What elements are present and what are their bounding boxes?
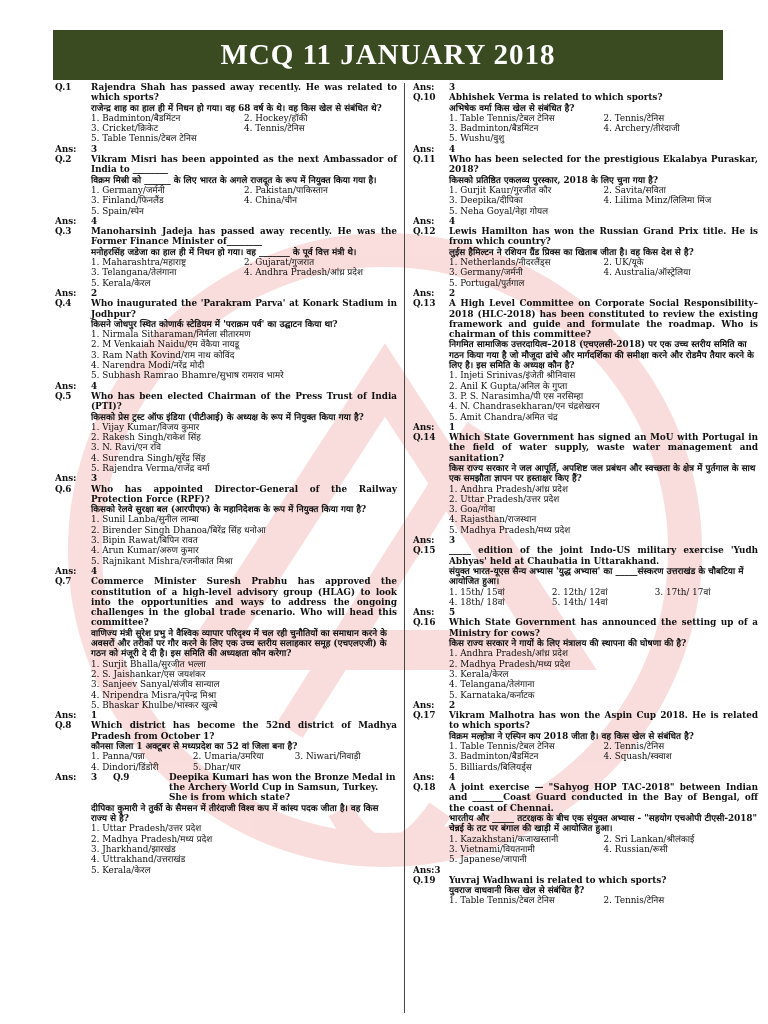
question-body (91, 577, 397, 711)
question-body (449, 93, 758, 144)
answer-value: 2 (449, 700, 456, 711)
option-item: 1. Badminton/बैडमिंटन (91, 113, 181, 124)
answer-label: Ans: (413, 608, 435, 619)
question-text-hindi: किस राज्य सरकार ने गायों के लिए मंत्रालय की स्थापना की घोषणा की है? (449, 639, 687, 650)
question-item (413, 618, 758, 700)
option-item: 2. Uttar Pradesh/उत्तर प्रदेश (449, 494, 560, 505)
option-item: 2. Umaria/उमरिया (192, 752, 264, 763)
option-item: 5. Kerala/केरल (91, 865, 151, 876)
answer-value: 1 (449, 422, 456, 433)
question-text-english: Rajendra Shah has passed away recently. He was related to which sports? (91, 83, 397, 104)
option-item: 3. Kerala/केरल (449, 669, 509, 680)
option-item: 4. 18th/ 18वां (449, 597, 505, 608)
options-list (91, 824, 397, 875)
option-item: 2. Tennis/टेनिस (603, 742, 665, 752)
question-text-hindi: किसको प्रेस ट्रस्ट ऑफ इंडिया (पीटीआई) के अध्यक्ष के रूप में नियुक्त किया गया है? (91, 412, 364, 423)
option-item: 4. Nripendra Misra/नृपेन्द्र मिश्रा (91, 690, 217, 701)
answer-line (55, 217, 397, 227)
option-item: 5. Billiards/बिलियर्ड्स (449, 762, 532, 773)
option-item: 4. Lilima Minz/लिलिमा मिंज (603, 196, 712, 207)
question-number: Q.6 (55, 484, 72, 495)
question-body (91, 299, 397, 381)
question-item (413, 433, 758, 536)
answer-value: 4 (449, 144, 456, 155)
option-item: 2. Gujarat/गुजरात (244, 258, 315, 269)
question-number: Q.14 (413, 433, 436, 444)
options-list (449, 588, 758, 609)
option-item: 4. Archery/तीरंदाजी (603, 124, 680, 135)
right-column (413, 83, 758, 907)
question-number: Q.11 (413, 155, 436, 166)
question-text-hindi: युवराज वाधवानी किस खेल से संबंधित है? (449, 886, 585, 897)
question-text-hindi: अभिषेक वर्मा किस खेल से संबंधित है? (449, 103, 575, 114)
question-body (449, 155, 758, 217)
option-item: 1. Andhra Pradesh/आंध्र प्रदेश (449, 484, 568, 495)
question-text-hindi: किसको रेलवे सुरक्षा बल (आरपीएफ) के महानिदेशक के रूप में नियुक्त किया गया है? (91, 505, 367, 516)
question-body (91, 721, 397, 772)
question-body (91, 485, 397, 567)
question-text-english: A High Level Committee on Corporate Social Responsibility–2018 (HLC-2018) has been constituted to review the existing framework and guide and formulate the roadmap. Who is chairman of this committee? (449, 299, 758, 341)
options-list (449, 835, 758, 866)
question-text-hindi: भारतीय और _____ तटरक्षक के बीच एक संयुक्त अभ्यास - "सहयोग एचओपी टीएसी-2018" चेन्नई के तट पर बंगाल की खाड़ी में आयोजित हुआ। (449, 814, 758, 835)
question-text-english: Commerce Minister Suresh Prabhu has approved the constitution of a high-level advisory group (HLAG) to look into the opportunities and ways to address the ongoing challenges in the global trade scenario. Who will head this committee? (91, 577, 397, 629)
answer-label: Ans: (413, 700, 435, 711)
question-text-english: Who inaugurated the 'Parakram Parva' at Konark Stadium in Jodhpur? (91, 299, 397, 320)
answer-line (413, 608, 758, 618)
options-list (449, 371, 758, 422)
question-text-english: A joint exercise — "Sahyog HOP TAC-2018" between Indian and _______Coast Guard conducted in the Bay of Bengal, off the coast of Chennai. (449, 783, 758, 814)
answer-label: Ans: (55, 474, 77, 485)
question-item (413, 711, 758, 773)
option-item: 5. Karnataka/कर्नाटक (449, 690, 535, 701)
option-item: 5. Spain/स्पेन (91, 206, 144, 217)
question-item (55, 804, 397, 876)
question-text-english: Abhishek Verma is related to which sports? (449, 93, 663, 104)
answer-value: 1 (91, 711, 98, 722)
question-item (55, 577, 397, 711)
answer-line (55, 567, 397, 577)
option-item: 2. Rakesh Singh/राकेश सिंह (91, 433, 201, 444)
option-item: 5. 14th/ 14वां (551, 597, 608, 608)
option-item: 5. Neha Goyal/नेहा गोयल (449, 206, 549, 217)
answer-value: 2 (91, 288, 98, 299)
answer-value: 3 (91, 772, 98, 783)
question-text-english: Vikram Misri has been appointed as the next Ambassador of India to ________ (91, 155, 397, 176)
question-indent (55, 804, 91, 876)
option-item: 1. Table Tennis/टेबल टेनिस (449, 742, 555, 752)
option-item: 3. Niwari/निवाड़ी (294, 752, 361, 763)
answer-line (55, 474, 397, 484)
question-text-english: Who has been selected for the prestigious Ekalabya Puraskar, 2018? (449, 155, 758, 176)
option-item: 5. Japanese/जापानी (449, 855, 527, 866)
question-item (55, 83, 397, 145)
options-list (449, 485, 758, 536)
question-body (449, 876, 758, 907)
option-item: 4. Uttrakhand/उत्तराखंड (91, 855, 186, 866)
question-text-hindi: निगमित सामाजिक उत्तरदायित्व–2018 (एचएलसी-2018) पर एक उच्च स्तरीय समिति का गठन किया गया है जो मौजूदा ढांचे और मार्गदर्शिका की समीक्षा करने और रोडमैप तैयार करने के लिए है। इस समिति के अध्यक्ष कौन है? (449, 340, 754, 372)
question-body (449, 618, 758, 700)
question-item (55, 392, 397, 474)
option-item: 2. Savita/सविता (603, 185, 666, 196)
option-item: 4. Andhra Pradesh/आंध्र प्रदेश (244, 268, 363, 279)
question-body (91, 83, 397, 145)
option-item: 5. Portugal/पुर्तगाल (449, 278, 525, 289)
question-text-hindi: लुईस हैमिल्टन ने रशियन ग्रैंड प्रिक्स का खिताब जीता है। वह किस देश से है? (449, 247, 694, 258)
question-item (55, 227, 397, 289)
option-item: 5. Bhaskar Khulbe/भास्कर खुल्बे (91, 700, 218, 711)
option-item: 3. Jharkhand/झारखंड (91, 844, 176, 855)
answer-line (413, 145, 758, 155)
answer-value: 3 (91, 474, 98, 485)
question-item (413, 876, 758, 907)
answer-label: Ans: (55, 216, 77, 227)
question-number: Q.7 (55, 577, 72, 588)
answer-value: 4 (91, 566, 98, 577)
option-item: 3. P. S. Narasimha/पी एस नरसिम्हा (449, 391, 584, 402)
answer-line (413, 701, 758, 711)
option-item: 5. Kerala/केरल (91, 278, 151, 289)
answer-line (55, 773, 397, 804)
option-item: 3. Badminton/बैडमिंटन (449, 752, 539, 763)
option-item: 2. Madhya Pradesh/मध्य प्रदेश (91, 834, 213, 845)
option-item: 4. Arun Kumar/अरुण कुमार (91, 546, 199, 557)
options-list (91, 330, 397, 381)
answer-value: 4 (91, 216, 98, 227)
option-item: 2. 12th/ 12वां (551, 587, 608, 598)
question-body (449, 783, 758, 865)
answer-label: Ans: (55, 711, 77, 722)
answer-line (413, 423, 758, 433)
options-list (449, 649, 758, 700)
question-text-english: Yuvraj Wadhwani is related to which sports? (449, 875, 667, 886)
option-item: 2. Hockey/हॉकी (244, 113, 308, 124)
option-item: 5. Subhash Ramrao Bhamre/सुभाष रामराव भामरे (91, 371, 284, 382)
option-item: 5. Table Tennis/टेबल टेनिस (91, 134, 197, 145)
question-text-hindi: विक्रम मिस्री को ______ के लिए भारत के अगले राजदूत के रूप में नियुक्त किया गया है। (91, 175, 377, 186)
question-item (413, 546, 758, 608)
answer-line (413, 536, 758, 546)
answer-line (413, 773, 758, 783)
option-item: 4. China/चीन (244, 196, 298, 207)
question-text-english: Which district has become the 52nd district of Madhya Pradesh from October 1? (91, 721, 397, 742)
option-item: 3. Sanjeev Sanyal/संजीव सान्याल (91, 680, 220, 691)
option-item: 4. Russian/रूसी (603, 844, 668, 855)
option-item: 2. Tennis/टेनिस (603, 113, 665, 124)
option-item: 3. Telangana/तेलंगाना (91, 268, 177, 279)
answer-value: 4 (449, 772, 456, 783)
question-number: Q.8 (55, 721, 72, 732)
option-item: 1. Andhra Pradesh/आंध्र प्रदेश (449, 649, 568, 660)
answer-value: 3 (449, 83, 456, 93)
left-column (55, 83, 397, 876)
question-text-english: Lewis Hamilton has won the Russian Grand Prix title. He is from which country? (449, 227, 758, 248)
answer-label: Ans: (413, 144, 435, 155)
question-item (413, 93, 758, 144)
question-text-hindi: दीपिका कुमारी ने तुर्की के सैमसन में तीरंदाजी विश्व कप में कांस्य पदक जीता है। वह किस राज्य से है? (91, 803, 379, 825)
option-item: 5. Rajendra Verma/राजेंद्र वर्मा (91, 463, 210, 474)
question-text-hindi: वाणिज्य मंत्री सुरेश प्रभु ने वैश्विक व्यापार परिदृश्य में चल रही चुनौतियों का समाधान करने के अवसरों और तरीकों पर गौर करने के लिए एक उच्च स्तरीय सलाहकार समूह (एचएलएजी) के गठन को मंजूरी दे दी है। इस समिति की अध्यक्षता कौन करेगा? (91, 628, 387, 660)
answer-line (413, 289, 758, 299)
option-item: 1. Uttar Pradesh/उत्तर प्रदेश (91, 824, 202, 835)
option-item: 1. Injeti Srinivas/इंजेती श्रीनिवास (449, 371, 576, 382)
option-item: 4. Dindori/डिंडोरी (91, 762, 159, 773)
question-body (449, 546, 758, 608)
question-text-hindi: किसको प्रतिष्ठित एकलव्य पुरस्कार, 2018 के लिए चुना गया है? (449, 175, 659, 186)
options-list (91, 752, 397, 773)
option-item: 3. Ram Nath Kovind/राम नाथ कोविंद (91, 350, 235, 361)
option-item: 1. Table Tennis/टेबल टेनिस (449, 113, 555, 124)
option-item: 4. Tennis/टेनिस (244, 124, 305, 135)
page-title: MCQ 11 JANUARY 2018 (53, 30, 723, 80)
answer-value: 2 (449, 288, 456, 299)
answer-label: Ans: (413, 536, 435, 547)
question-text-hindi: कौनसा जिला 1 अक्टूबर से मध्यप्रदेश का 52 वां जिला बना है? (91, 742, 298, 752)
question-number: Q.9 (113, 772, 130, 783)
option-item: 5. Dhar/धार (192, 762, 241, 773)
option-item: 3. 17th/ 17वां (654, 587, 711, 598)
option-item: 2. Birender Singh Dhanoa/बिरेंद्र सिंह धनोआ (91, 525, 266, 536)
question-number: Q.15 (413, 546, 436, 557)
answer-line (413, 83, 758, 93)
answer-label: Ans: (413, 772, 435, 783)
question-text-english: Deepika Kumari has won the Bronze Medal in the Archery World Cup in Samsun, Turkey. She is from which state? (169, 772, 396, 804)
answer-line (55, 711, 397, 721)
option-item: 5. Wushu/वुशु (449, 134, 505, 145)
option-item: 1. Sunil Lanba/सुनील लाम्बा (91, 515, 199, 526)
answer-line (55, 382, 397, 392)
question-text-english: Who has appointed Director-General of the Railway Protection Force (RPF)? (91, 484, 397, 505)
question-number: Q.17 (413, 711, 436, 722)
option-item: 2. Sri Lankan/श्रीलंकाई (603, 834, 695, 845)
answer-label: Ans: (55, 381, 77, 392)
option-item: 3. Deepika/दीपिका (449, 196, 523, 207)
answer-line (413, 866, 758, 876)
option-item: 2. Tennis/टेनिस (603, 896, 665, 907)
answer-label: Ans: (55, 288, 77, 299)
question-number: Q.16 (413, 618, 436, 629)
question-text-english: Which State Government has announced the setting up of a Ministry for cows? (449, 618, 758, 639)
options-list (91, 515, 397, 566)
option-item: 1. 15th/ 15वां (449, 587, 505, 598)
question-number: Q.19 (413, 875, 436, 886)
answer-label: Ans: (55, 772, 77, 783)
question-item (55, 721, 397, 772)
question-body (449, 299, 758, 423)
option-item: 2. Pakistan/पाकिस्तान (244, 185, 328, 196)
answer-value: 3 (91, 144, 98, 155)
option-item: 4. Narendra Modi/नरेंद्र मोदी (91, 361, 205, 372)
option-item: 3. Cricket/क्रिकेट (91, 124, 159, 135)
question-number: Q.13 (413, 299, 436, 310)
option-item: 2. M Venkaiah Naidu/एम वेंकैया नायडू (91, 340, 240, 351)
option-item: 1. Surjit Bhalla/सुरजीत भल्ला (91, 659, 206, 670)
option-item: 4. Telangana/तेलंगाना (449, 680, 535, 691)
option-item: 1. Netherlands/नीदरलैंड्स (449, 258, 551, 269)
options-list (91, 423, 397, 474)
answer-line (413, 217, 758, 227)
question-number: Q.10 (413, 93, 436, 104)
option-item: 5. Madhya Pradesh/मध्य प्रदेश (449, 525, 571, 536)
question-number: Q.1 (55, 83, 72, 93)
options-list (449, 114, 758, 145)
option-item: 1. Vijay Kumar/विजय कुमार (91, 422, 200, 433)
question-text-hindi: संयुक्त भारत-यूएस सैन्य अभ्यास 'युद्ध अभ्यास' का _____संस्करण उत्तराखंड के चौबटिया में आयोजित हुआ। (449, 566, 744, 588)
option-item: 5. Amit Chandra/अमित चंद्र (449, 412, 558, 423)
question-body (91, 804, 397, 876)
option-item: 2. S. Jaishankar/एस जयशंकर (91, 669, 206, 680)
question-body (449, 433, 758, 536)
option-item: 2. UK/यूके (603, 258, 644, 269)
option-item: 3. Vietnami/वियतनामी (449, 844, 535, 855)
question-number: Q.4 (55, 299, 72, 310)
question-text-english: _____ edition of the joint Indo-US military exercise 'Yudh Abhyas' held at Chaubatia in Uttarakhand. (449, 546, 758, 567)
option-item: 2. Madhya Pradesh/मध्य प्रदेश (449, 659, 571, 670)
question-item (413, 299, 758, 423)
question-text-hindi: किसने जोधपुर स्थित कोणार्क स्टेडियम में 'पराक्रम पर्व' का उद्घाटन किया था? (91, 319, 338, 330)
options-list (91, 114, 397, 145)
question-item (413, 783, 758, 865)
option-item: 1. Germany/जर्मनी (91, 185, 165, 196)
question-body (449, 227, 758, 289)
option-item: 3. Finland/फिनलैंड (91, 196, 164, 207)
option-item: 4. Australia/ऑस्ट्रेलिया (603, 268, 691, 279)
question-text-english: Which State Government has signed an MoU with Portugal in the field of water supply, waste water management and sanitation? (449, 433, 758, 464)
option-item: 4. N. Chandrasekharan/एन चंद्रशेखरन (449, 402, 600, 413)
answer-label: Ans: (55, 144, 77, 155)
answer-label: Ans: (413, 83, 435, 93)
option-item: 4. Surendra Singh/सुरेंद्र सिंह (91, 453, 206, 464)
option-item: 1. Nirmala Sitharaman/निर्मला सीतारमण (91, 330, 251, 341)
options-list (449, 258, 758, 289)
question-text-hindi: किस राज्य सरकार ने जल आपूर्ति, अपशिष्ट जल प्रबंधन और स्वच्छता के क्षेत्र में पुर्तगाल के साथ एक समझौता ज्ञापन पर हस्ताक्षर किए हैं? (449, 463, 756, 485)
question-body (91, 227, 397, 289)
answer-value: 5 (449, 608, 456, 619)
option-item: 3. Goa/गोवा (449, 505, 496, 516)
answer-label: Ans: (413, 288, 435, 299)
question-text-english: Manoharsinh Jadeja has passed away recently. He was the Former Finance Minister of________ (91, 227, 397, 248)
answer-label: Ans: (413, 216, 435, 227)
answer-line (55, 145, 397, 155)
question-text-hindi: मनोहरसिंह जडेजा का हाल ही में निधन हो गया। वह _______ के पूर्व वित्त मंत्री थे। (91, 247, 357, 258)
question-number: Q.18 (413, 783, 436, 794)
options-list (449, 742, 758, 773)
question-item (55, 299, 397, 381)
question-body (449, 711, 758, 773)
question-text-english: Who has been elected Chairman of the Press Trust of India (PTI)? (91, 391, 397, 413)
option-item: 1. Maharashtra/महाराष्ट्र (91, 258, 187, 269)
answer-value: 4 (449, 216, 456, 227)
option-item: 3. Bipin Rawat/बिपिन रावत (91, 536, 198, 547)
option-item: 5. Rajnikant Mishra/रजनीकांत मिश्रा (91, 556, 233, 567)
option-item: 3. Badminton/बैडमिंटन (449, 124, 539, 135)
question-text-english: Vikram Malhotra has won the Aspin Cup 2018. He is related to which sports? (449, 711, 758, 732)
option-item: 4. Rajasthan/राजस्थान (449, 515, 537, 526)
question-body (91, 155, 397, 217)
question-number: Q.2 (55, 155, 72, 166)
answer-label: Ans: (55, 566, 77, 577)
question-number: Q.3 (55, 227, 72, 238)
options-list (91, 186, 397, 217)
answer-value: 3 (449, 536, 456, 547)
question-item (55, 155, 397, 217)
option-item: 1. Gurjit Kaur/गुरजीत कौर (449, 185, 552, 196)
question-number: Q.12 (413, 227, 436, 238)
question-text-hindi: राजेन्द्र शाह का हाल ही में निधन हो गया। वह 68 वर्ष के थे। वह किस खेल से संबंधित थे? (91, 103, 382, 114)
question-text-hindi: विक्रम मल्होत्रा ने एस्पिन कप 2018 जीता है। वह किस खेल से संबंधित है? (449, 731, 694, 742)
option-item: 2. Anil K Gupta/अनिल के गुप्ता (449, 381, 568, 392)
answer-value: Ans:3 (413, 865, 441, 876)
answer-line (55, 289, 397, 299)
question-item (413, 155, 758, 217)
options-list (449, 186, 758, 217)
question-item (55, 485, 397, 567)
question-item (413, 227, 758, 289)
option-item: 1. Kazakhstani/कजाखस्तानी (449, 834, 559, 845)
option-item: 1. Table Tennis/टेबल टेनिस (449, 896, 555, 907)
answer-value: 4 (91, 381, 98, 392)
options-list (91, 258, 397, 289)
option-item: 1. Panna/पन्ना (91, 752, 145, 763)
options-list (449, 896, 758, 906)
option-item: 3. N. Ravi/एन रवि (91, 443, 162, 454)
options-list (91, 660, 397, 711)
answer-label: Ans: (413, 422, 435, 433)
option-item: 3. Germany/जर्मनी (449, 268, 523, 279)
option-item: 4. Squash/स्क्वाश (603, 752, 672, 763)
column-divider (404, 83, 405, 1013)
question-number: Q.5 (55, 391, 72, 402)
question-body (91, 392, 397, 474)
